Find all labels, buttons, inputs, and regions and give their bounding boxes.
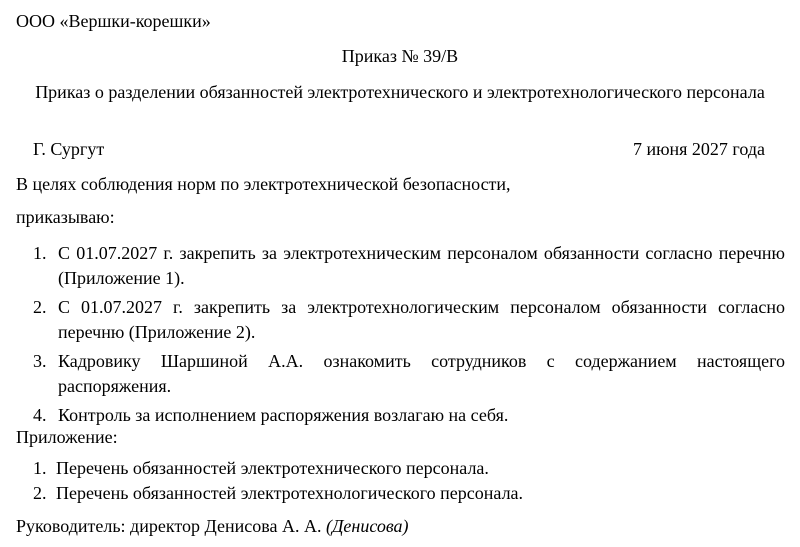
company-name: ООО «Вершки-корешки» [16, 11, 211, 31]
signature-line [16, 514, 409, 538]
list-item [33, 456, 733, 481]
item-number: 2. [33, 297, 47, 317]
city: Г. Сургут [33, 139, 105, 159]
item-number: 4. [33, 405, 47, 425]
appendix-text: Перечень обязанностей электротехнологического персонала. [56, 483, 524, 503]
list-item [33, 241, 785, 291]
appendix-list [33, 456, 733, 506]
signature-text: Руководитель: директор Денисова А. А. [16, 516, 322, 536]
item-text: С 01.07.2027 г. закрепить за электротехнологическим персоналом обязанности согласно перечню (Приложение 2). [58, 297, 785, 342]
order-number: Приказ № 39/В [341, 46, 459, 66]
list-item [33, 481, 733, 506]
appendix-text: Перечень обязанностей электротехнического персонала. [56, 458, 489, 478]
command-text: приказываю: [16, 207, 115, 227]
list-item [33, 349, 785, 399]
order-items [33, 241, 785, 432]
appendix-number: 1. [33, 458, 47, 478]
item-number: 3. [33, 351, 47, 371]
item-text: Контроль за исполнением распоряжения возлагаю на себя. [58, 405, 509, 425]
appendix-label: Приложение: [16, 427, 118, 447]
order-title: Приказ о разделении обязанностей электротехнического и электротехнологического персонала [35, 82, 765, 102]
list-item [33, 295, 785, 345]
item-text: Кадровику Шаршиной А.А. ознакомить сотрудников с содержанием настоящего распоряжения. [58, 351, 785, 396]
signature-signed: (Денисова) [325, 516, 409, 536]
item-text: С 01.07.2027 г. закрепить за электротехническим персоналом обязанности согласно перечню (Приложение 1). [58, 243, 785, 288]
order-date: 7 июня 2027 года [632, 139, 765, 159]
item-number: 1. [33, 243, 47, 263]
intro-text: В целях соблюдения норм по электротехнической безопасности, [16, 174, 511, 194]
appendix-number: 2. [33, 483, 47, 503]
list-item [33, 403, 785, 428]
